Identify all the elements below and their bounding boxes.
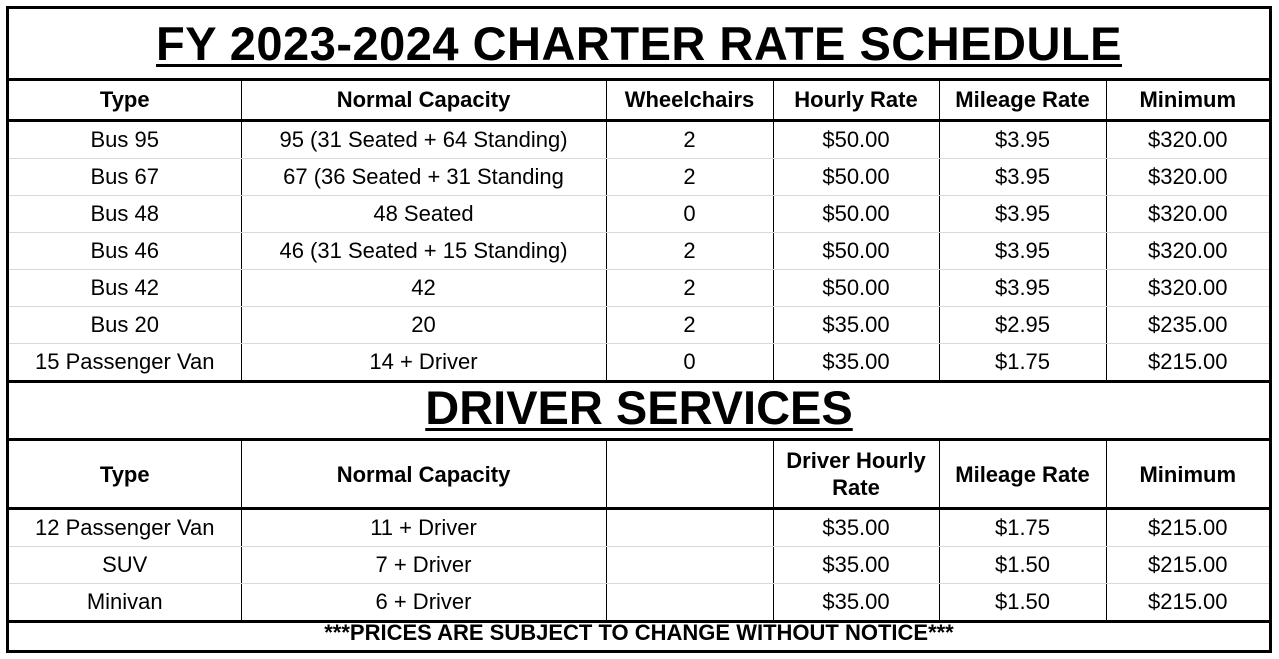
cell-type: Bus 95 — [9, 121, 241, 159]
cell-minimum: $320.00 — [1106, 159, 1269, 196]
cell-rate: $35.00 — [773, 307, 939, 344]
cell-mileage: $1.50 — [939, 584, 1106, 622]
table-row — [9, 233, 1269, 270]
cell-capacity: 46 (31 Seated + 15 Standing) — [241, 233, 606, 270]
cell-minimum: $215.00 — [1106, 344, 1269, 382]
title-bar — [9, 9, 1269, 81]
cell-capacity: 48 Seated — [241, 196, 606, 233]
cell-minimum: $320.00 — [1106, 233, 1269, 270]
charter-rate-table — [9, 81, 1269, 383]
cell-col3: 0 — [606, 344, 773, 382]
cell-type: 15 Passenger Van — [9, 344, 241, 382]
price-change-notice: ***PRICES ARE SUBJECT TO CHANGE WITHOUT NOTICE*** — [324, 620, 954, 645]
cell-col3: 2 — [606, 307, 773, 344]
header-mileage-rate: Mileage Rate — [939, 81, 1106, 121]
cell-mileage: $1.75 — [939, 509, 1106, 547]
header-type: Type — [9, 441, 241, 509]
header-driver-hourly-rate: Driver Hourly Rate — [773, 441, 939, 509]
table-row — [9, 121, 1269, 159]
cell-col3: 2 — [606, 121, 773, 159]
header-hourly-rate: Hourly Rate — [773, 81, 939, 121]
cell-col3: 2 — [606, 270, 773, 307]
cell-type: 12 Passenger Van — [9, 509, 241, 547]
cell-type: Bus 46 — [9, 233, 241, 270]
cell-mileage: $1.75 — [939, 344, 1106, 382]
table-row — [9, 270, 1269, 307]
cell-mileage: $3.95 — [939, 196, 1106, 233]
cell-capacity: 20 — [241, 307, 606, 344]
header-minimum: Minimum — [1106, 441, 1269, 509]
cell-type: SUV — [9, 547, 241, 584]
header-normal-capacity: Normal Capacity — [241, 81, 606, 121]
notice-bar — [9, 616, 1269, 650]
cell-rate: $50.00 — [773, 159, 939, 196]
cell-capacity: 6 + Driver — [241, 584, 606, 622]
driver-services-title-bar — [9, 376, 1269, 441]
cell-rate: $50.00 — [773, 196, 939, 233]
page-title: FY 2023-2024 CHARTER RATE SCHEDULE — [156, 17, 1122, 70]
cell-rate: $35.00 — [773, 509, 939, 547]
cell-rate: $50.00 — [773, 121, 939, 159]
cell-minimum: $215.00 — [1106, 509, 1269, 547]
cell-type: Bus 20 — [9, 307, 241, 344]
header-mileage-rate: Mileage Rate — [939, 441, 1106, 509]
table-row — [9, 159, 1269, 196]
header-blank — [606, 441, 773, 509]
cell-col3 — [606, 509, 773, 547]
cell-capacity: 42 — [241, 270, 606, 307]
cell-type: Bus 42 — [9, 270, 241, 307]
cell-capacity: 7 + Driver — [241, 547, 606, 584]
cell-mileage: $3.95 — [939, 270, 1106, 307]
cell-col3 — [606, 547, 773, 584]
charter-header-row — [9, 81, 1269, 121]
cell-minimum: $320.00 — [1106, 121, 1269, 159]
cell-minimum: $320.00 — [1106, 270, 1269, 307]
cell-mileage: $3.95 — [939, 121, 1106, 159]
header-wheelchairs: Wheelchairs — [606, 81, 773, 121]
cell-mileage: $2.95 — [939, 307, 1106, 344]
header-minimum: Minimum — [1106, 81, 1269, 121]
cell-minimum: $235.00 — [1106, 307, 1269, 344]
cell-capacity: 95 (31 Seated + 64 Standing) — [241, 121, 606, 159]
cell-rate: $50.00 — [773, 233, 939, 270]
cell-type: Bus 48 — [9, 196, 241, 233]
cell-type: Bus 67 — [9, 159, 241, 196]
cell-mileage: $3.95 — [939, 159, 1106, 196]
driver-header-row — [9, 441, 1269, 509]
cell-minimum: $215.00 — [1106, 547, 1269, 584]
cell-type: Minivan — [9, 584, 241, 622]
header-normal-capacity: Normal Capacity — [241, 441, 606, 509]
cell-rate: $35.00 — [773, 547, 939, 584]
section-title: DRIVER SERVICES — [425, 380, 853, 434]
cell-col3: 2 — [606, 233, 773, 270]
cell-mileage: $1.50 — [939, 547, 1106, 584]
header-type: Type — [9, 81, 241, 121]
rate-schedule-sheet — [6, 6, 1272, 653]
cell-rate: $50.00 — [773, 270, 939, 307]
cell-capacity: 14 + Driver — [241, 344, 606, 382]
driver-services-table — [9, 441, 1269, 623]
cell-capacity: 67 (36 Seated + 31 Standing — [241, 159, 606, 196]
table-row — [9, 196, 1269, 233]
table-row — [9, 509, 1269, 547]
table-row — [9, 307, 1269, 344]
cell-rate: $35.00 — [773, 584, 939, 622]
cell-capacity: 11 + Driver — [241, 509, 606, 547]
cell-minimum: $320.00 — [1106, 196, 1269, 233]
cell-col3: 2 — [606, 159, 773, 196]
cell-mileage: $3.95 — [939, 233, 1106, 270]
cell-rate: $35.00 — [773, 344, 939, 382]
cell-col3: 0 — [606, 196, 773, 233]
table-row — [9, 547, 1269, 584]
cell-minimum: $215.00 — [1106, 584, 1269, 622]
